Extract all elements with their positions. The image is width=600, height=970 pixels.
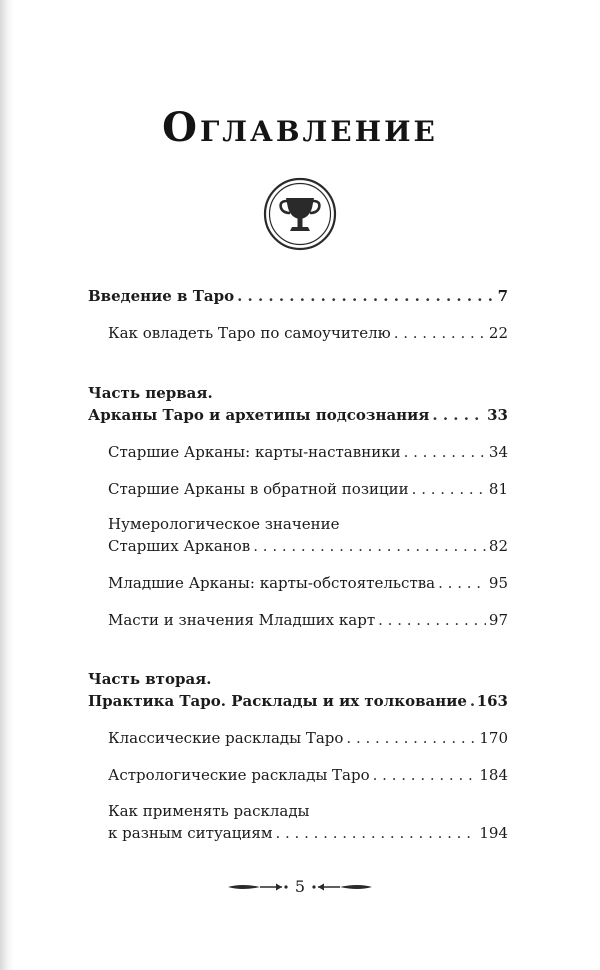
toc-entry-page: 184 — [479, 766, 508, 784]
toc-entry-page: 7 — [497, 287, 508, 305]
part-one-header: Часть первая. — [88, 384, 213, 402]
toc-entry-minor-arcana[interactable] — [108, 573, 508, 593]
toc-dot-leader — [237, 286, 494, 306]
toc-entry-major-arcana-reversed[interactable] — [108, 479, 508, 499]
toc-entry-label: Введение в Таро — [88, 287, 235, 305]
toc-entry-major-arcana-mentors[interactable] — [108, 442, 508, 462]
toc-entry-apply-spreads[interactable] — [108, 823, 508, 843]
toc-dot-leader — [438, 573, 486, 593]
toc-entry-page: 194 — [479, 824, 508, 842]
toc-entry-label: Старших Арканов — [108, 537, 251, 555]
toc-entry-label: Младшие Арканы: карты-обстоятельства — [108, 574, 436, 592]
toc-entry-label: Практика Таро. Расклады и их толкование — [88, 692, 467, 710]
toc-entry-self-study[interactable] — [108, 323, 508, 343]
toc-dot-leader — [373, 765, 477, 785]
toc-dot-leader — [404, 442, 486, 462]
page-title: Оглавление — [162, 104, 438, 151]
page-number: 5 — [294, 877, 306, 896]
toc-entry-label-line1: Нумерологическое значение — [108, 515, 340, 533]
toc-entry-label-line1: Как применять расклады — [108, 802, 310, 820]
toc-entry-label: Астрологические расклады Таро — [108, 766, 370, 784]
toc-entry-page: 163 — [476, 692, 508, 710]
toc-dot-leader — [412, 479, 486, 499]
page-footer — [0, 876, 600, 900]
toc-entry-label: Классические расклады Таро — [108, 729, 344, 747]
toc-entry-label: Как овладеть Таро по самоучителю — [108, 324, 391, 342]
toc-dot-leader — [253, 536, 486, 556]
part-two-header: Часть вторая. — [88, 670, 212, 688]
toc-entry-introduction[interactable] — [88, 286, 508, 306]
toc-entry-label: Масти и значения Младших карт — [108, 611, 376, 629]
toc-dot-leader — [378, 610, 486, 630]
toc-dot-leader — [346, 728, 476, 748]
toc-entry-label: к разным ситуациям — [108, 824, 273, 842]
toc-dot-leader — [470, 691, 474, 711]
toc-entry-page: 22 — [488, 324, 508, 342]
toc-entry-page: 170 — [479, 729, 508, 747]
toc-entry-page: 95 — [488, 574, 508, 592]
toc-entry-page: 33 — [487, 406, 508, 424]
right-ornament-icon — [310, 880, 374, 894]
toc-entry-arcana-archetypes[interactable] — [88, 405, 508, 425]
toc-entry-page: 97 — [488, 611, 508, 629]
toc-entry-page: 81 — [488, 480, 508, 498]
toc-entry-classic-spreads[interactable] — [108, 728, 508, 748]
toc-dot-leader — [275, 823, 476, 843]
toc-entry-astrological-spreads[interactable] — [108, 765, 508, 785]
toc-entry-numerology[interactable] — [108, 536, 508, 556]
toc-entry-suits-meanings[interactable] — [108, 610, 508, 630]
toc-entry-label: Арканы Таро и архетипы подсознания — [88, 406, 430, 424]
toc-entry-label: Старшие Арканы: карты-наставники — [108, 443, 401, 461]
toc-entry-page: 82 — [488, 537, 508, 555]
toc-dot-leader — [432, 405, 484, 425]
toc-entry-label: Старшие Арканы в обратной позиции — [108, 480, 409, 498]
toc-entry-page: 34 — [488, 443, 508, 461]
toc-dot-leader — [394, 323, 486, 343]
toc-entry-practice-spreads[interactable] — [88, 691, 508, 711]
